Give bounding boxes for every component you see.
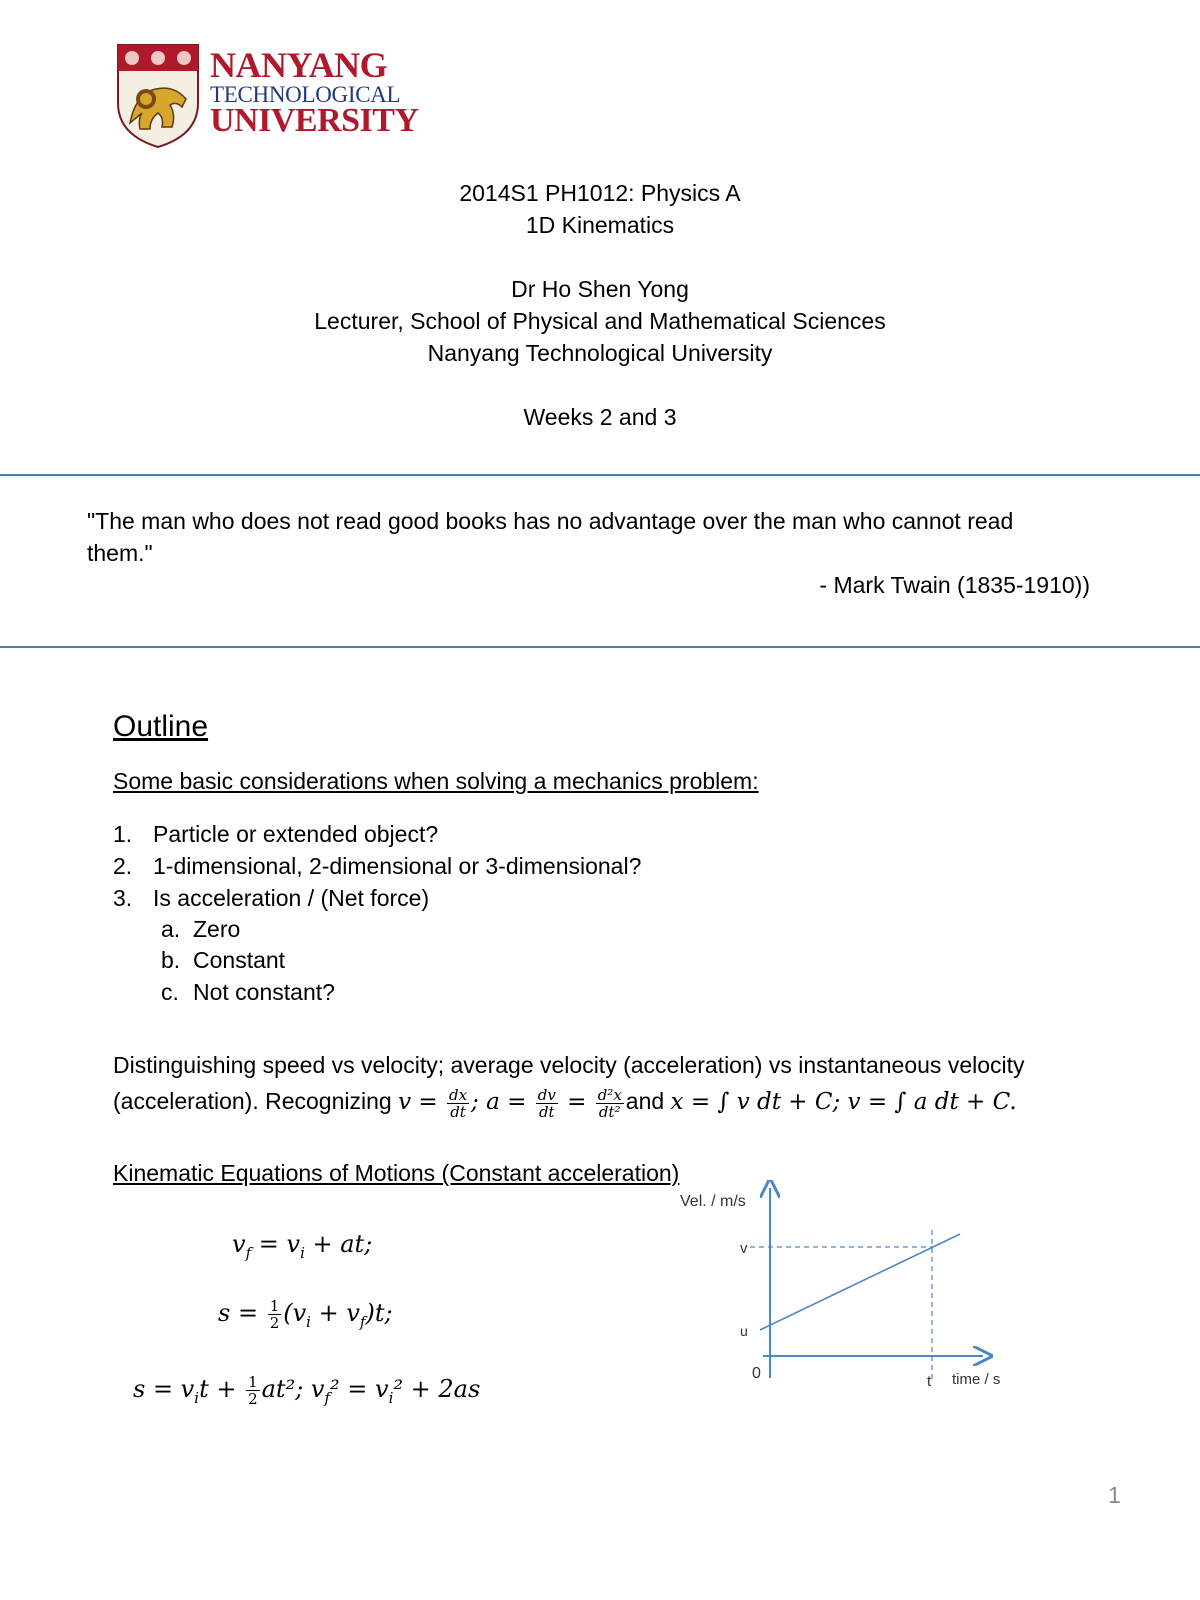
kinematic-heading: Kinematic Equations of Motions (Constant acceleration) — [113, 1160, 680, 1186]
sub-list-item — [161, 944, 285, 976]
equation-velocity: $v_f = v_i$ + at; — [232, 1230, 373, 1262]
quote-author: - Mark Twain (1835-1910)) — [819, 572, 1090, 598]
list-number: 2. — [113, 853, 133, 879]
divider-bottom — [0, 646, 1200, 648]
sub-letter: c. — [161, 979, 179, 1005]
origin-label: 0 — [752, 1365, 761, 1382]
university-logo — [112, 40, 419, 152]
university-name-line-3: UNIVERSITY — [210, 102, 419, 139]
quote-text: "The man who does not read good books has no advantage over the man who cannot read them." — [87, 508, 1014, 566]
equation-displacement-acceleration: $s = v_it$ + $\frac{1}{2}$ at²; $v_f^2 = v_i^2 + 2as$ — [133, 1373, 481, 1408]
lecturer-name: Dr Ho Shen Yong — [511, 276, 689, 302]
u-label: u — [740, 1323, 748, 1339]
distinguish-line-2 — [113, 1085, 1093, 1120]
institution-name: Nanyang Technological University — [427, 340, 773, 366]
sub-text: Zero — [193, 916, 241, 942]
t-label: t — [927, 1373, 932, 1390]
list-item — [113, 850, 641, 882]
sub-text: Not constant? — [193, 979, 335, 1005]
university-name-line-2: TECHNOLOGICAL — [210, 82, 401, 107]
list-item — [113, 882, 429, 914]
weeks-label: Weeks 2 and 3 — [523, 404, 677, 430]
list-number: 3. — [113, 885, 133, 911]
sub-list-item — [161, 976, 335, 1008]
distinguish-and: and — [625, 1088, 671, 1114]
sub-letter: a. — [161, 916, 181, 942]
list-number: 1. — [113, 821, 133, 847]
considerations-heading: Some basic considerations when solving a mechanics problem: — [113, 768, 759, 794]
page-number: 1 — [1108, 1482, 1121, 1508]
sub-letter: b. — [161, 947, 181, 973]
lecturer-position: Lecturer, School of Physical and Mathematical Sciences — [314, 308, 886, 334]
y-axis-label: Vel. / m/s — [680, 1193, 746, 1210]
topic-title: 1D Kinematics — [525, 212, 675, 238]
velocity-line — [760, 1234, 960, 1330]
outline-title: Outline — [113, 710, 209, 743]
distinguish-prefix: (acceleration). Recognizing — [113, 1088, 399, 1114]
derivative-formulas: v = $\frac{dx}{dt}$ ; a = $\frac{dv}{dt}$ = $\frac{\text{d²x}}{\text{dt²}}$ — [398, 1085, 622, 1121]
sub-text: Constant — [193, 947, 286, 973]
course-title: 2014S1 PH1012: Physics A — [459, 180, 741, 206]
distinguish-paragraph — [113, 1049, 1093, 1120]
crest-icon — [116, 43, 200, 149]
x-axis-label: time / s — [952, 1371, 1001, 1388]
list-item — [113, 818, 438, 850]
list-text: 1-dimensional, 2-dimensional or 3-dimensional? — [153, 853, 642, 879]
sub-list-item — [161, 913, 240, 945]
divider-top — [0, 474, 1200, 476]
list-text: Is acceleration / (Net force) — [153, 885, 430, 911]
v-label: v — [740, 1240, 748, 1257]
integral-formulas: x = ∫ v dt + C; v = ∫ a dt + C. — [670, 1089, 1017, 1115]
velocity-time-graph — [675, 1180, 1045, 1420]
title-block — [0, 177, 1200, 433]
equation-displacement-average: s = $\frac{1}{2}$ $(v_i + v_f)t$; — [218, 1297, 393, 1332]
list-text: Particle or extended object? — [153, 821, 439, 847]
university-name-line-1: NANYANG — [210, 45, 388, 85]
distinguish-line-1: Distinguishing speed vs velocity; average velocity (acceleration) vs instantaneous velocity — [113, 1052, 1025, 1078]
